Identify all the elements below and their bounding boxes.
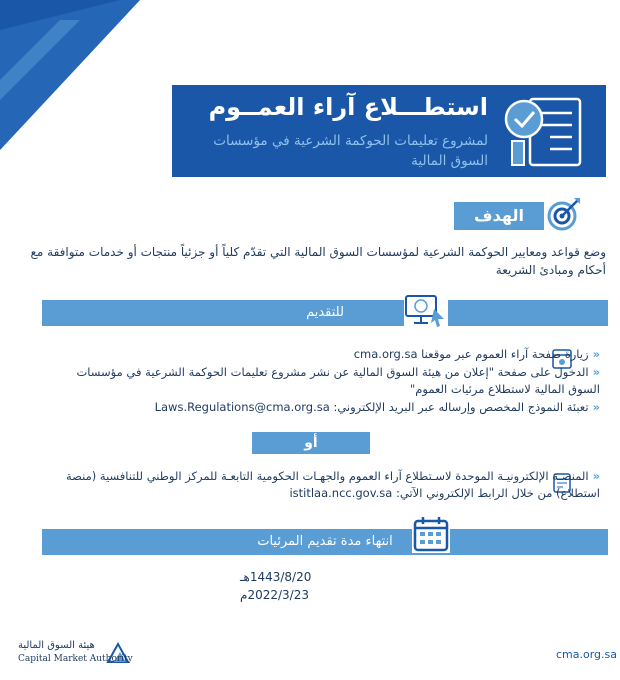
survey-document-icon: [502, 93, 588, 171]
chevron-icon: «: [592, 365, 600, 379]
chevron-icon: «: [592, 469, 600, 483]
goal-text: وضع قواعد ومعايير الحوكمة الشرعية لمؤسسات السوق المالية التي تقدّم كلياً أو جزئياً منتجات أو خدمات متوافقة مع أحكام ومبادئ الشريعة: [30, 245, 606, 277]
step-3: «تعبئة النموذج المخصص وإرساله عبر البريد الإلكتروني: Laws.Regulations@cma.org.sa: [154, 400, 600, 414]
title-banner: [172, 85, 606, 177]
or-label: أو: [252, 432, 370, 454]
deadline-gregorian: 2022/3/23م: [240, 588, 309, 602]
chevron-icon: «: [592, 347, 600, 361]
apply-label: للتقديم: [306, 305, 344, 320]
deadline-bar: [42, 529, 608, 555]
page-title: استطـــلاع آراء العمــوم: [208, 93, 488, 121]
deadline-hijri: 1443/8/20هـ: [240, 570, 312, 584]
calendar-icon: [412, 515, 450, 553]
email-link[interactable]: Laws.Regulations@cma.org.sa: [154, 400, 330, 414]
deadline-label: انتهاء مدة تقديم المرئيات: [257, 534, 393, 549]
org-name-english: Capital Market Authority: [18, 654, 133, 664]
page-subtitle: لمشروع تعليمات الحوكمة الشرعية في مؤسسات السوق المالية: [213, 133, 488, 169]
chevron-icon: «: [592, 400, 600, 414]
alt-platform: «المنصـة الإلكترونيـة الموحدة لاسـتطلاع آراء العموم والجهـات الحكومية التابعـة للمركز الوطني للتنافسية (منصة استطلاع) من خلال الرابط الإلكتروني الآتي: istitlaa.ncc.gov.sa: [66, 469, 600, 500]
istitlaa-link[interactable]: istitlaa.ncc.gov.sa: [289, 486, 393, 500]
goal-label: الهدف: [454, 202, 544, 230]
target-icon: [546, 196, 582, 232]
computer-click-icon: [404, 293, 448, 329]
org-name-arabic: هيئة السوق المالية: [18, 640, 95, 651]
corner-decoration: [0, 0, 140, 150]
step-2: «الدخول على صفحة "إعلان من هيئة السوق المالية عن نشر مشروع تعليمات الحوكمة الشرعية في مؤسسات السوق المالية لاستطلاع مرئيات العموم": [76, 365, 600, 396]
footer-website-link[interactable]: cma.org.sa: [556, 648, 618, 661]
cma-link[interactable]: cma.org.sa: [353, 347, 418, 361]
step-1: «زيارة صفحة آراء العموم عبر موقعنا cma.org.sa: [353, 347, 600, 361]
apply-bar: [42, 300, 608, 326]
